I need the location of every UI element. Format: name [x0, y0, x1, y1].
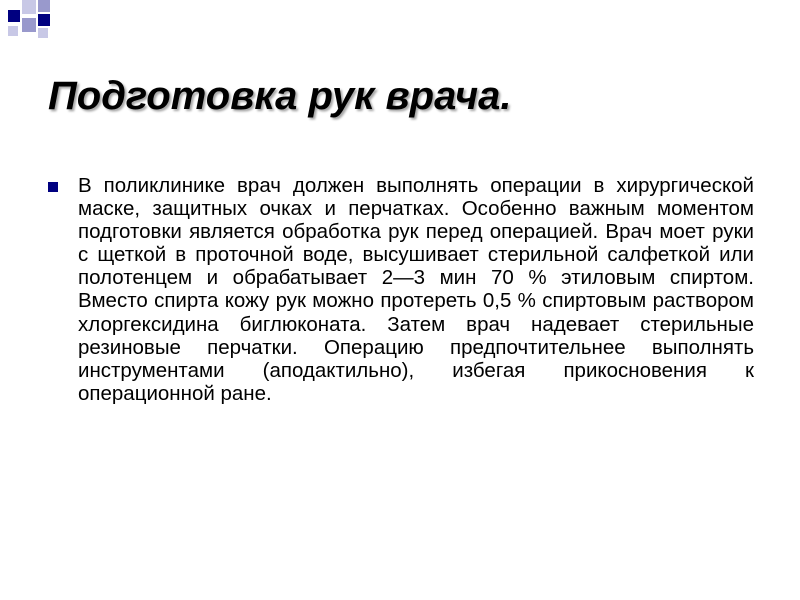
decor-square-2 — [22, 0, 36, 14]
decor-square-6 — [8, 26, 18, 36]
slide-title: Подготовка рук врача. — [48, 74, 512, 118]
corner-squares-decoration — [0, 0, 120, 50]
square-bullet-icon — [48, 182, 58, 192]
decor-square-7 — [38, 28, 48, 38]
bullet-text: В поликлинике врач должен выполнять операции в хирургической маске, защитных очках и перчатках. Особенно важным моментом подготовки является обработка рук перед операцией. Врач моет руки с щеткой в проточной воде, высушивает стерильной салфеткой или полотенцем и обрабатывает 2—3 мин 70 % этиловым спиртом. Вместо спирта кожу рук можно протереть 0,5 % спиртовым раствором хлоргексидина биглюконата. Затем врач надевает стерильные резиновые перчатки. Операцию предпочтительнее выполнять инструментами (аподактильно), избегая прикосновения к операционной ране. — [78, 174, 754, 405]
decor-square-5 — [38, 14, 50, 26]
decor-square-1 — [8, 10, 20, 22]
decor-square-3 — [38, 0, 50, 12]
bullet-list — [48, 174, 754, 405]
decor-square-4 — [22, 18, 36, 32]
